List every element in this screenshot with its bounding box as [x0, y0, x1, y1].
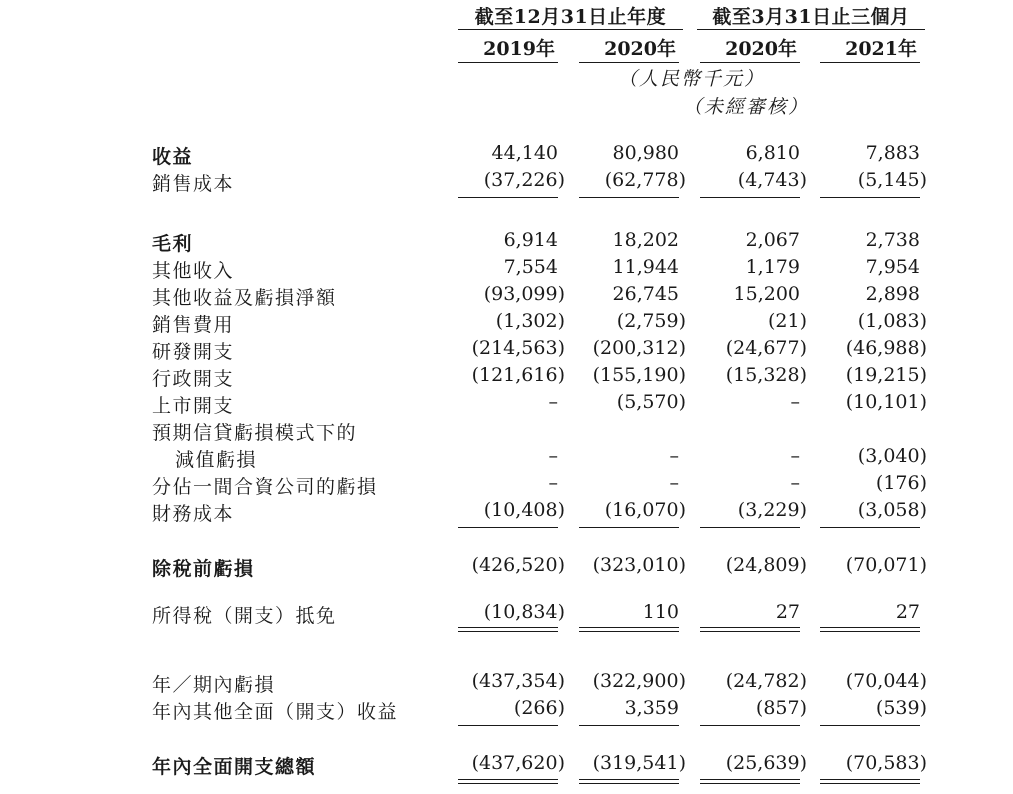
cell-value: 11,944	[612, 256, 679, 278]
header-year-rule	[700, 62, 800, 63]
cell-value: (10,101)	[845, 391, 927, 413]
cell-value: 6,914	[503, 229, 558, 251]
cell-value: –	[790, 391, 800, 413]
row-label: 研發開支	[152, 341, 235, 363]
cell-value: (2,759)	[616, 310, 686, 332]
header-group-annual: 截至12月31日止年度	[474, 6, 667, 28]
cell-value: (200,312)	[592, 337, 686, 359]
cell-value: (437,620)	[471, 752, 565, 774]
cell-value: (322,900)	[592, 670, 686, 692]
cell-value: –	[548, 391, 558, 413]
cell-value: 110	[642, 601, 679, 623]
row-label: 分佔一間合資公司的虧損	[152, 476, 378, 498]
subtotal-rule	[820, 197, 920, 198]
cell-value: (539)	[875, 697, 927, 719]
cell-value: –	[790, 445, 800, 467]
total-double-rule	[458, 779, 558, 784]
cell-value: (5,145)	[857, 169, 927, 191]
header-group-quarterly: 截至3月31日止三個月	[712, 6, 910, 28]
subtotal-rule	[700, 725, 800, 726]
cell-value: (24,782)	[725, 670, 807, 692]
cell-value: (5,570)	[616, 391, 686, 413]
cell-value: (24,677)	[725, 337, 807, 359]
cell-value: 3,359	[624, 697, 679, 719]
cell-value: (319,541)	[592, 752, 686, 774]
cell-value: 2,067	[745, 229, 800, 251]
cell-value: (21)	[767, 310, 807, 332]
total-double-rule	[579, 779, 679, 784]
header-group-rule	[697, 29, 925, 30]
total-double-rule	[700, 779, 800, 784]
row-label: 銷售費用	[152, 314, 235, 336]
row-label: 上市開支	[152, 395, 235, 417]
cell-value: (214,563)	[471, 337, 565, 359]
cell-value: (266)	[513, 697, 565, 719]
cell-value: (37,226)	[483, 169, 565, 191]
cell-value: (25,639)	[725, 752, 807, 774]
header-year-2020-q: 2020年	[725, 38, 797, 60]
row-label: 其他收入	[152, 260, 235, 282]
cell-value: (46,988)	[845, 337, 927, 359]
cell-value: –	[790, 472, 800, 494]
cell-value: (1,302)	[495, 310, 565, 332]
subtotal-rule	[458, 725, 558, 726]
total-double-rule	[458, 627, 558, 632]
row-label: 毛利	[152, 233, 194, 255]
cell-value: –	[669, 445, 679, 467]
header-year-rule	[579, 62, 679, 63]
cell-value: (10,834)	[483, 601, 565, 623]
unit-note: （人民幣千元）	[618, 68, 766, 90]
subtotal-rule	[579, 197, 679, 198]
cell-value: (437,354)	[471, 670, 565, 692]
row-label: 減值虧損	[175, 449, 258, 471]
cell-value: 6,810	[745, 142, 800, 164]
cell-value: (70,044)	[845, 670, 927, 692]
header-year-2020: 2020年	[604, 38, 676, 60]
cell-value: (62,778)	[604, 169, 686, 191]
subtotal-rule	[579, 527, 679, 528]
header-group-rule	[458, 29, 683, 30]
cell-value: 26,745	[612, 283, 679, 305]
total-double-rule	[579, 627, 679, 632]
row-label: 其他收益及虧損淨額	[152, 287, 337, 309]
cell-value: 7,554	[503, 256, 558, 278]
cell-value: (3,229)	[737, 499, 807, 521]
row-label: 除稅前虧損	[152, 558, 255, 580]
row-label: 所得稅（開支）抵免	[152, 605, 337, 627]
cell-value: (857)	[755, 697, 807, 719]
total-double-rule	[820, 627, 920, 632]
cell-value: (426,520)	[471, 554, 565, 576]
cell-value: (3,058)	[857, 499, 927, 521]
cell-value: 7,883	[865, 142, 920, 164]
subtotal-rule	[458, 197, 558, 198]
cell-value: 2,898	[865, 283, 920, 305]
cell-value: 18,202	[612, 229, 679, 251]
subtotal-rule	[820, 725, 920, 726]
cell-value: (24,809)	[725, 554, 807, 576]
row-label: 財務成本	[152, 503, 235, 525]
cell-value: (155,190)	[592, 364, 686, 386]
row-label: 年內其他全面（開支）收益	[152, 701, 399, 723]
cell-value: 1,179	[745, 256, 800, 278]
cell-value: 7,954	[865, 256, 920, 278]
row-label: 預期信貸虧損模式下的	[152, 422, 358, 444]
cell-value: (15,328)	[725, 364, 807, 386]
audit-note: （未經審核）	[683, 96, 810, 118]
total-double-rule	[700, 627, 800, 632]
cell-value: –	[669, 472, 679, 494]
subtotal-rule	[458, 527, 558, 528]
row-label: 行政開支	[152, 368, 235, 390]
cell-value: (10,408)	[483, 499, 565, 521]
cell-value: 15,200	[733, 283, 800, 305]
subtotal-rule	[700, 527, 800, 528]
cell-value: 2,738	[865, 229, 920, 251]
cell-value: (3,040)	[857, 445, 927, 467]
subtotal-rule	[579, 725, 679, 726]
header-year-2021-q: 2021年	[845, 38, 917, 60]
cell-value: (70,071)	[845, 554, 927, 576]
cell-value: (93,099)	[483, 283, 565, 305]
cell-value: 80,980	[612, 142, 679, 164]
cell-value: –	[548, 445, 558, 467]
cell-value: 44,140	[491, 142, 558, 164]
subtotal-rule	[820, 527, 920, 528]
subtotal-rule	[700, 197, 800, 198]
header-year-2019: 2019年	[483, 38, 555, 60]
cell-value: (16,070)	[604, 499, 686, 521]
cell-value: (1,083)	[857, 310, 927, 332]
row-label: 收益	[152, 146, 194, 168]
cell-value: (19,215)	[845, 364, 927, 386]
row-label: 銷售成本	[152, 173, 235, 195]
cell-value: (4,743)	[737, 169, 807, 191]
header-year-rule	[458, 62, 558, 63]
cell-value: (176)	[875, 472, 927, 494]
header-year-rule	[820, 62, 920, 63]
cell-value: (70,583)	[845, 752, 927, 774]
cell-value: (323,010)	[592, 554, 686, 576]
row-label: 年內全面開支總額	[152, 756, 317, 778]
row-label: 年／期內虧損	[152, 674, 276, 696]
cell-value: 27	[775, 601, 800, 623]
cell-value: (121,616)	[471, 364, 565, 386]
cell-value: 27	[895, 601, 920, 623]
total-double-rule	[820, 779, 920, 784]
cell-value: –	[548, 472, 558, 494]
